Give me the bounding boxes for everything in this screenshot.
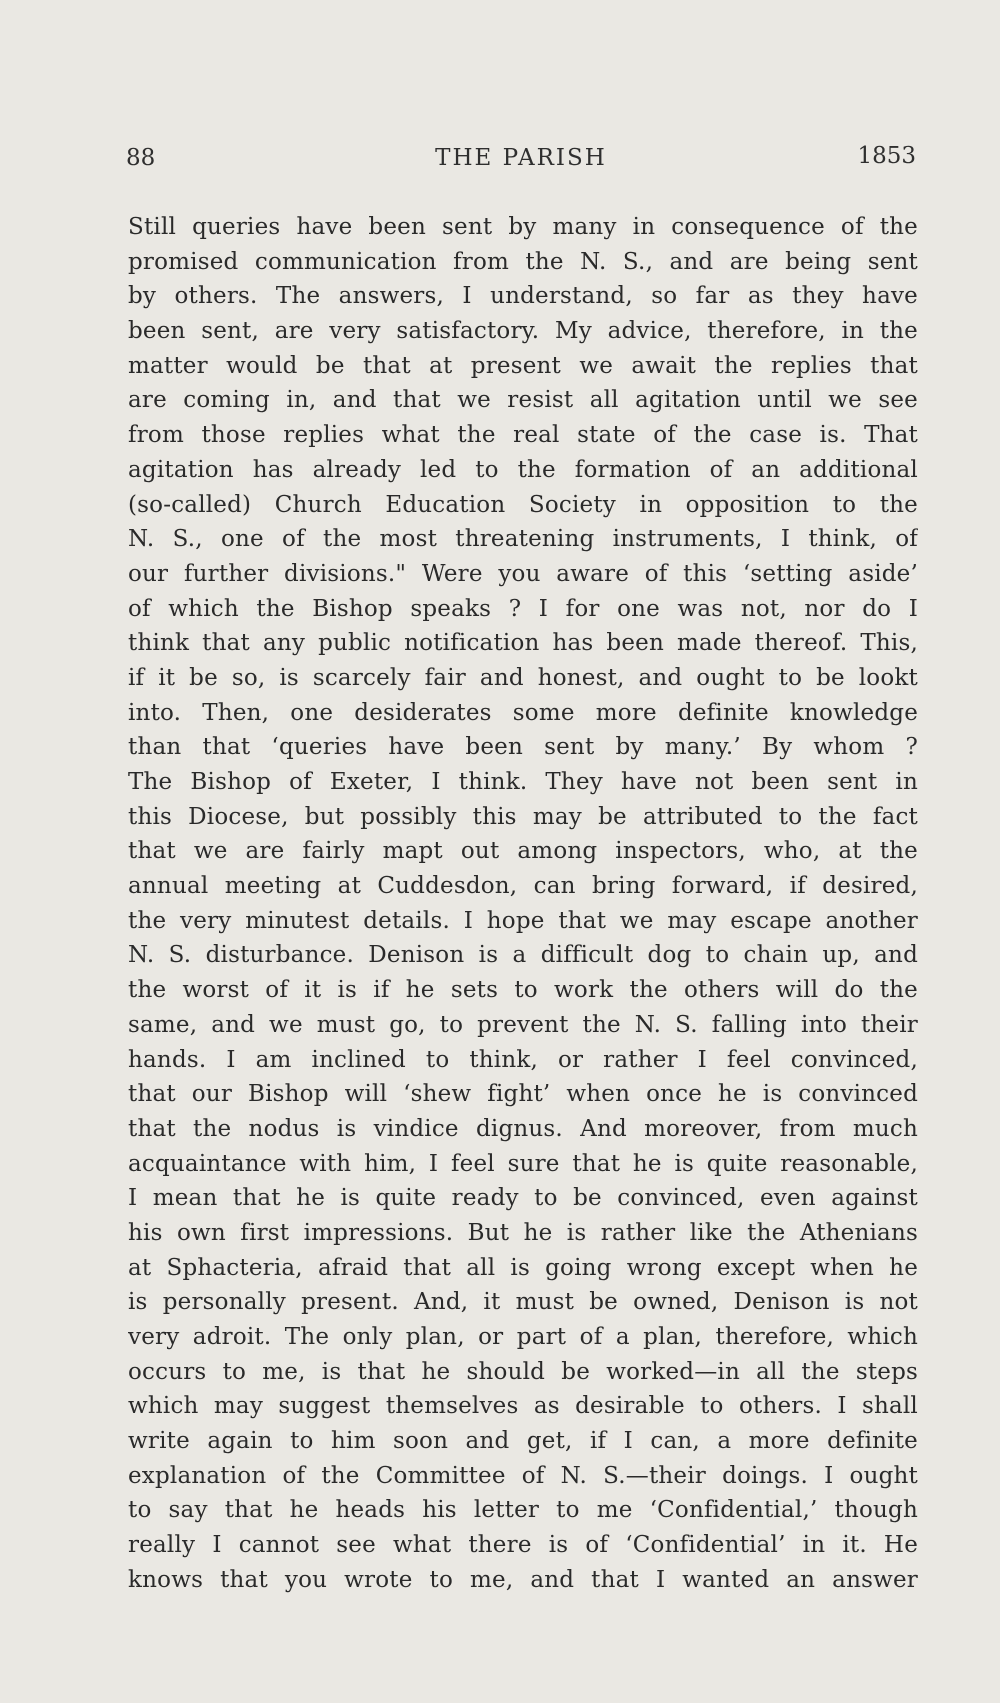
text-line: from those replies what the real state of the case is. That <box>128 422 918 449</box>
text-line: into. Then, one desiderates some more definite knowledge <box>128 699 918 726</box>
text-line: hands. I am inclined to think, or rather I feel convinced, <box>128 1046 918 1073</box>
text-line: write again to him soon and get, if I can, a more definite <box>128 1428 918 1455</box>
text-line: this Diocese, but possibly this may be attributed to the fact <box>128 803 918 830</box>
text-line: knows that you wrote to me, and that I wanted an answer <box>128 1566 918 1593</box>
text-line: which may suggest themselves as desirable to others. I shall <box>128 1393 918 1420</box>
text-line: agitation has already led to the formation of an additional <box>128 456 918 483</box>
text-line: than that ‘queries have been sent by many.’ By whom ? <box>128 734 918 761</box>
text-line: by others. The answers, I understand, so far as they have <box>128 283 918 310</box>
running-head <box>126 143 916 183</box>
text-line: our further divisions." Were you aware of this ‘setting aside’ <box>128 560 918 587</box>
text-line: think that any public notification has been made thereof. This, <box>128 630 918 657</box>
text-line: at Sphacteria, afraid that all is going wrong except when he <box>128 1254 918 1281</box>
text-line: (so-called) Church Education Society in opposition to the <box>128 491 918 518</box>
text-line: the very minutest details. I hope that we may escape another <box>128 907 918 934</box>
running-title: THE PARISH <box>435 145 607 171</box>
text-line: promised communication from the N. S., and are being sent <box>128 248 918 275</box>
text-line: really I cannot see what there is of ‘Confidential’ in it. He <box>128 1532 918 1559</box>
text-line: I mean that he is quite ready to be convinced, even against <box>128 1185 918 1212</box>
text-line: the worst of it is if he sets to work the others will do the <box>128 977 918 1004</box>
text-line: N. S., one of the most threatening instruments, I think, of <box>128 526 918 553</box>
text-line: acquaintance with him, I feel sure that he is quite reasonable, <box>128 1150 918 1177</box>
body-text <box>128 210 918 1598</box>
text-line: very adroit. The only plan, or part of a plan, therefore, which <box>128 1324 918 1350</box>
text-line: of which the Bishop speaks ? I for one was not, nor do I <box>128 595 918 622</box>
text-line: his own first impressions. But he is rather like the Athenians <box>128 1219 918 1246</box>
text-line: been sent, are very satisfactory. My advice, therefore, in the <box>128 318 918 345</box>
text-line: to say that he heads his letter to me ‘Confidential,’ though <box>128 1497 918 1524</box>
text-line: The Bishop of Exeter, I think. They have not been sent in <box>128 769 918 795</box>
text-line: that the nodus is vindice dignus. And moreover, from much <box>128 1115 918 1142</box>
text-line: if it be so, is scarcely fair and honest, and ought to be lookt <box>128 664 918 691</box>
text-line: matter would be that at present we await the replies that <box>128 352 918 379</box>
text-line: is personally present. And, it must be owned, Denison is not <box>128 1289 918 1316</box>
text-line: N. S. disturbance. Denison is a difficult dog to chain up, and <box>128 942 918 969</box>
text-line: that we are fairly mapt out among inspectors, who, at the <box>128 838 918 865</box>
text-line: explanation of the Committee of N. S.—their doings. I ought <box>128 1462 918 1489</box>
text-line: that our Bishop will ‘shew fight’ when once he is convinced <box>128 1081 918 1108</box>
text-line: annual meeting at Cuddesdon, can bring forward, if desired, <box>128 873 918 900</box>
running-year: 1853 <box>857 143 916 169</box>
page-number: 88 <box>126 145 156 171</box>
text-line: same, and we must go, to prevent the N. S. falling into their <box>128 1011 918 1038</box>
text-line: are coming in, and that we resist all agitation until we see <box>128 387 918 414</box>
text-line: occurs to me, is that he should be worked—in all the steps <box>128 1358 918 1385</box>
text-line: Still queries have been sent by many in consequence of the <box>128 214 918 240</box>
